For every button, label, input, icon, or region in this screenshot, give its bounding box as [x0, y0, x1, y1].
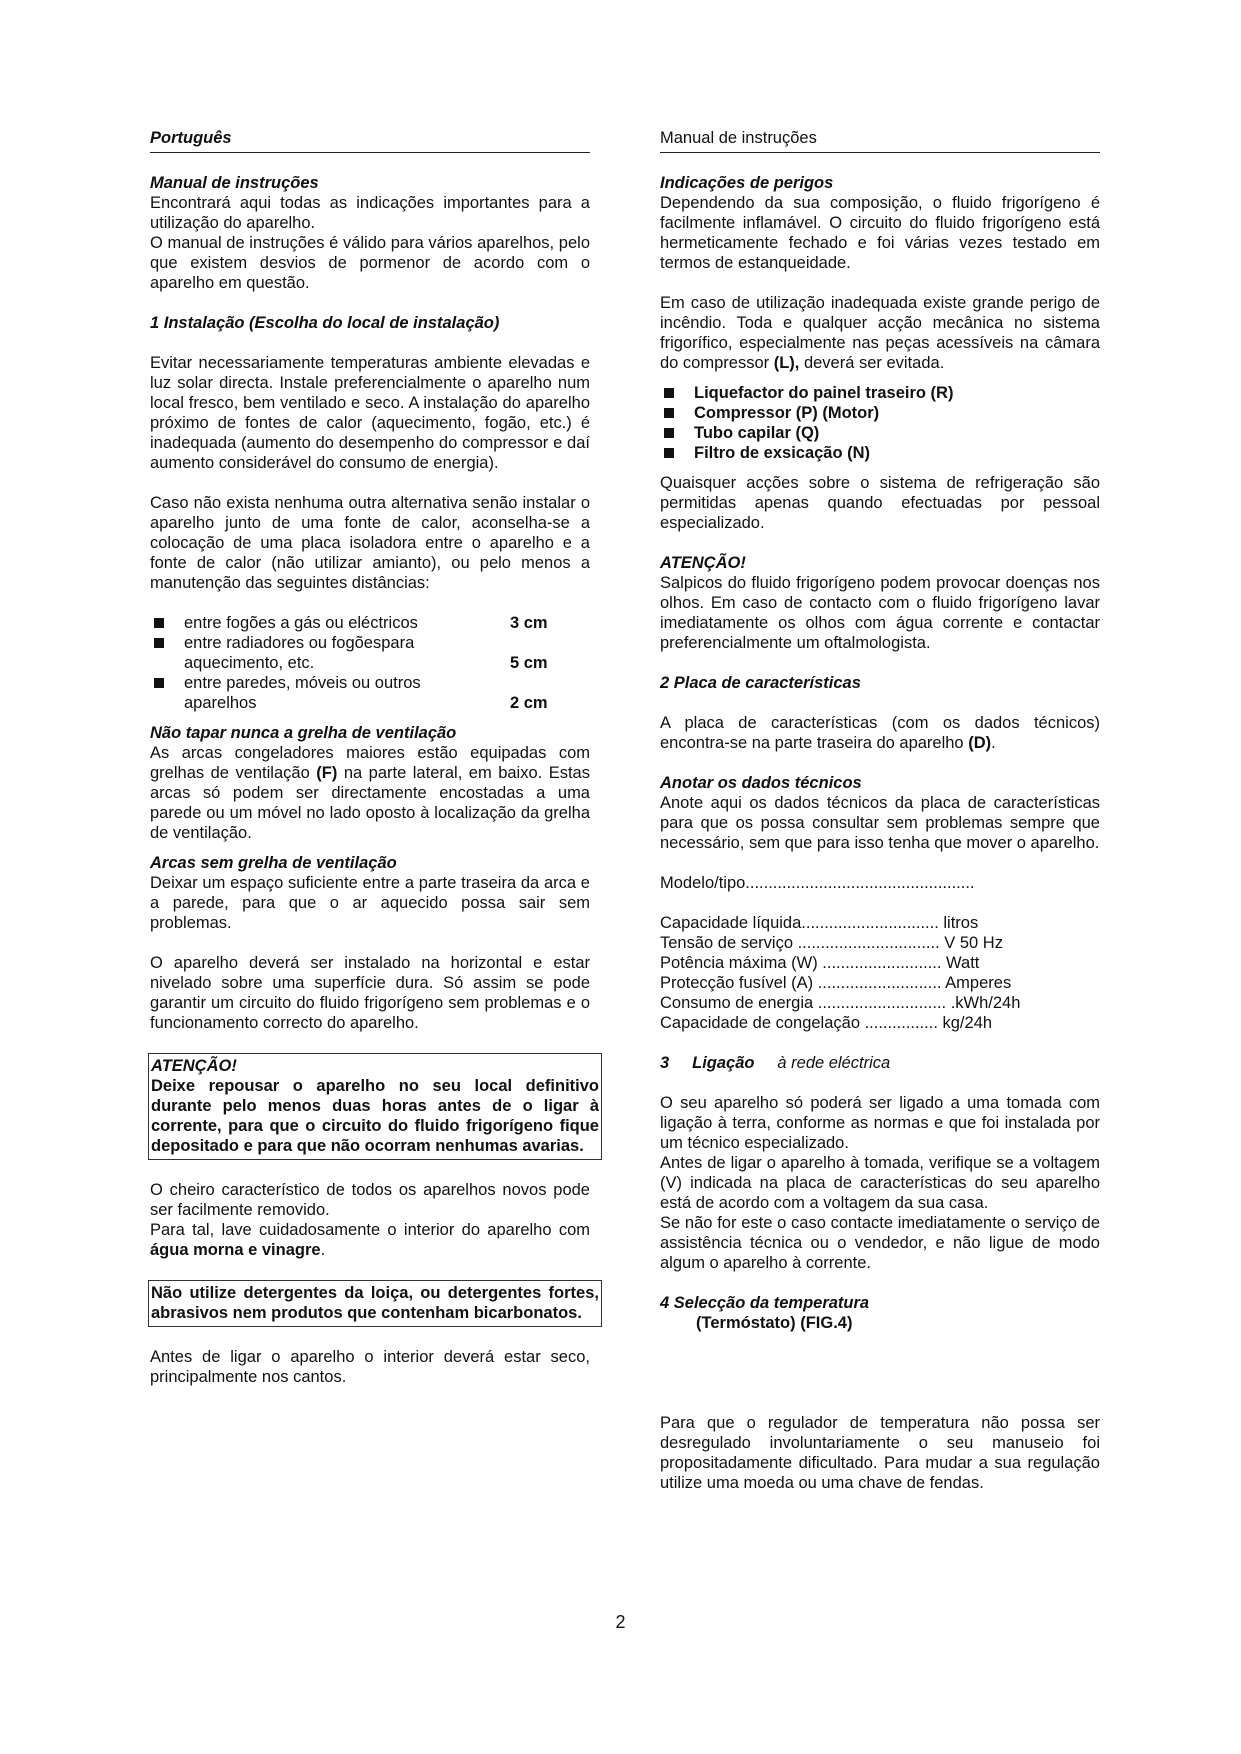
header-language: Português [150, 128, 590, 153]
warning-title: ATENÇÃO! [660, 554, 746, 572]
distance-value: 3 cm [510, 614, 548, 632]
section-1-paragraph-1: Evitar necessariamente temperaturas ambiente elevadas e luz solar directa. Instale preferencialmente o aparelho num local fresco, bem ventilado e seco. A instalação do aparelho próximo de fontes de calor (aquecimento, fogão, etc.) é inadequada (aumento do desempenho do compressor e daí aumento considerável do consumo de energia). [150, 354, 590, 472]
section-3-paragraph-2: Antes de ligar o aparelho à tomada, verifique se a voltagem (V) indicada na placa de características do seu aparelho está de acordo com a voltagem da sua casa. [660, 1154, 1100, 1212]
warning-box-detergents [148, 1280, 602, 1327]
smell-paragraph-1: O cheiro característico de todos os aparelhos novos pode ser facilmente removido. [150, 1181, 590, 1219]
level-paragraph: O aparelho deverá ser instalado na horizontal e estar nivelado sobre uma superfície dura. Só assim se pode garantir um circuito do fluido frigorígeno sem problemas e o funcionamento correcto do aparelho. [150, 954, 590, 1032]
list-item: Potência máxima (W) .......................... Watt [660, 954, 980, 972]
list-item: Tensão de serviço ............................... V 50 Hz [660, 934, 1003, 952]
list-item: Capacidade de congelação ................ kg/24h [660, 1014, 993, 1032]
right-column [660, 128, 1100, 1493]
grille-paragraph: As arcas congeladores maiores estão equipadas com grelhas de ventilação (F) na parte lateral, em baixo. Estas arcas só podem ser directamente encostadas a uma parede ou um móvel no lado oposto à localização da grelha de ventilação. [150, 744, 590, 842]
list-item: Consumo de energia ............................ .kWh/24h [660, 994, 1021, 1012]
distance-value: 2 cm [510, 694, 548, 712]
danger-paragraph-2: Em caso de utilização inadequada existe grande perigo de incêndio. Toda e qualquer acção mecânica no sistema frigorífico, especialmente nas peças acessíveis na câmara do compressor (L), deverá ser evitada. [660, 294, 1100, 372]
manual-title: Manual de instruções [150, 174, 319, 192]
manual-paragraph-2: O manual de instruções é válido para vários aparelhos, pelo que existem desvios de pormenor de acordo com o aparelho em questão. [150, 234, 590, 292]
warning-text: Deixe repousar o aparelho no seu local definitivo durante pelo menos duas horas antes de o ligar à corrente, para que o circuito do fluido frigorígeno fique depositado e para que não ocorram nenhumas avarias. [151, 1077, 599, 1155]
section-1-paragraph-2: Caso não exista nenhuma outra alternativa senão instalar o aparelho junto de uma fonte de calor, aconselha-se a colocação de uma placa isoladora entre o aparelho e a fonte de calor (não utilizar amianto), ou pelo menos a manutenção das seguintes distâncias: [150, 494, 590, 592]
list-item: Tubo capilar (Q) [660, 423, 1100, 443]
spec-list [660, 913, 1100, 1033]
list-item: Capacidade líquida.............................. litros [660, 914, 979, 932]
model-line: Modelo/tipo.................................................. [660, 874, 975, 892]
section-4-paragraph: Para que o regulador de temperatura não possa ser desregulado involuntariamente o seu manuseio foi propositadamente dificultado. Para mudar a sua regulação utilize uma moeda ou uma chave de fendas. [660, 1414, 1100, 1492]
distance-label: entre paredes, móveis ou outros aparelhos [184, 674, 421, 712]
list-item [150, 633, 590, 673]
no-grille-title: Arcas sem grelha de ventilação [150, 854, 397, 872]
distance-value: 5 cm [510, 654, 548, 672]
dry-paragraph: Antes de ligar o aparelho o interior deverá estar seco, principalmente nos cantos. [150, 1348, 590, 1386]
section-4-subtitle: (Termóstato) (FIG.4) [696, 1314, 853, 1332]
list-item: Liquefactor do painel traseiro (R) [660, 383, 1100, 403]
distance-label: entre radiadores ou fogõespara aquecimento, etc. [184, 634, 415, 672]
section-3-title: 3 Ligação à rede eléctrica [660, 1054, 891, 1072]
danger-paragraph-3: Quaisquer acções sobre o sistema de refrigeração são permitidas apenas quando efectuadas por pessoal especializado. [660, 474, 1100, 532]
tech-data-paragraph: Anote aqui os dados técnicos da placa de características para que os possa consultar sem problemas sempre que necessário, sem que para isso tenha que mover o aparelho. [660, 794, 1100, 852]
manual-paragraph-1: Encontrará aqui todas as indicações importantes para a utilização do aparelho. [150, 194, 590, 232]
page-number: 2 [615, 1612, 626, 1632]
distance-label: entre fogões a gás ou eléctricos [184, 614, 418, 632]
list-item [150, 613, 590, 633]
section-1-title: 1 Instalação (Escolha do local de instalação) [150, 314, 500, 332]
grille-title: Não tapar nunca a grelha de ventilação [150, 724, 457, 742]
section-4-title: 4 Selecção da temperatura [660, 1294, 870, 1312]
warning-title: ATENÇÃO! [151, 1057, 237, 1075]
no-grille-paragraph: Deixar um espaço suficiente entre a parte traseira da arca e a parede, para que o ar aquecido possa sair sem problemas. [150, 874, 590, 932]
danger-paragraph-1: Dependendo da sua composição, o fluido frigorígeno é facilmente inflamável. O circuito do fluido frigorígeno está hermeticamente fechado e foi várias vezes testado em termos de estanqueidade. [660, 194, 1100, 272]
section-3-paragraph-1: O seu aparelho só poderá ser ligado a uma tomada com ligação à terra, conforme as normas e que foi instalada por um técnico especializado. [660, 1094, 1100, 1152]
warning-paragraph: Salpicos do fluido frigorígeno podem provocar doenças nos olhos. Em caso de contacto com o fluido frigorígeno lavar imediatamente os olhos com água corrente e contactar preferencialmente um oftalmologista. [660, 574, 1100, 652]
smell-paragraph-2: Para tal, lave cuidadosamente o interior do aparelho com água morna e vinagre. [150, 1221, 590, 1259]
list-item: Compressor (P) (Motor) [660, 403, 1100, 423]
tech-data-title: Anotar os dados técnicos [660, 774, 862, 792]
danger-title: Indicações de perigos [660, 174, 834, 192]
component-list [660, 383, 1100, 463]
left-column [150, 128, 599, 1387]
list-item: Filtro de exsicação (N) [660, 443, 1100, 463]
warning-detergents-text: Não utilize detergentes da loiça, ou detergentes fortes, abrasivos nem produtos que contenham bicarbonatos. [151, 1284, 599, 1322]
list-item [150, 673, 590, 713]
list-item: Protecção fusível (A) ........................... Amperes [660, 974, 1012, 992]
section-3-paragraph-3: Se não for este o caso contacte imediatamente o serviço de assistência técnica ou o vendedor, e não ligue de modo algum o aparelho à corrente. [660, 1214, 1100, 1272]
section-2-paragraph: A placa de características (com os dados técnicos) encontra-se na parte traseira do aparelho (D). [660, 714, 1100, 752]
distance-list [150, 613, 590, 713]
section-2-title: 2 Placa de características [660, 674, 861, 692]
header-manual: Manual de instruções [660, 128, 1100, 153]
warning-box-rest [148, 1053, 602, 1160]
